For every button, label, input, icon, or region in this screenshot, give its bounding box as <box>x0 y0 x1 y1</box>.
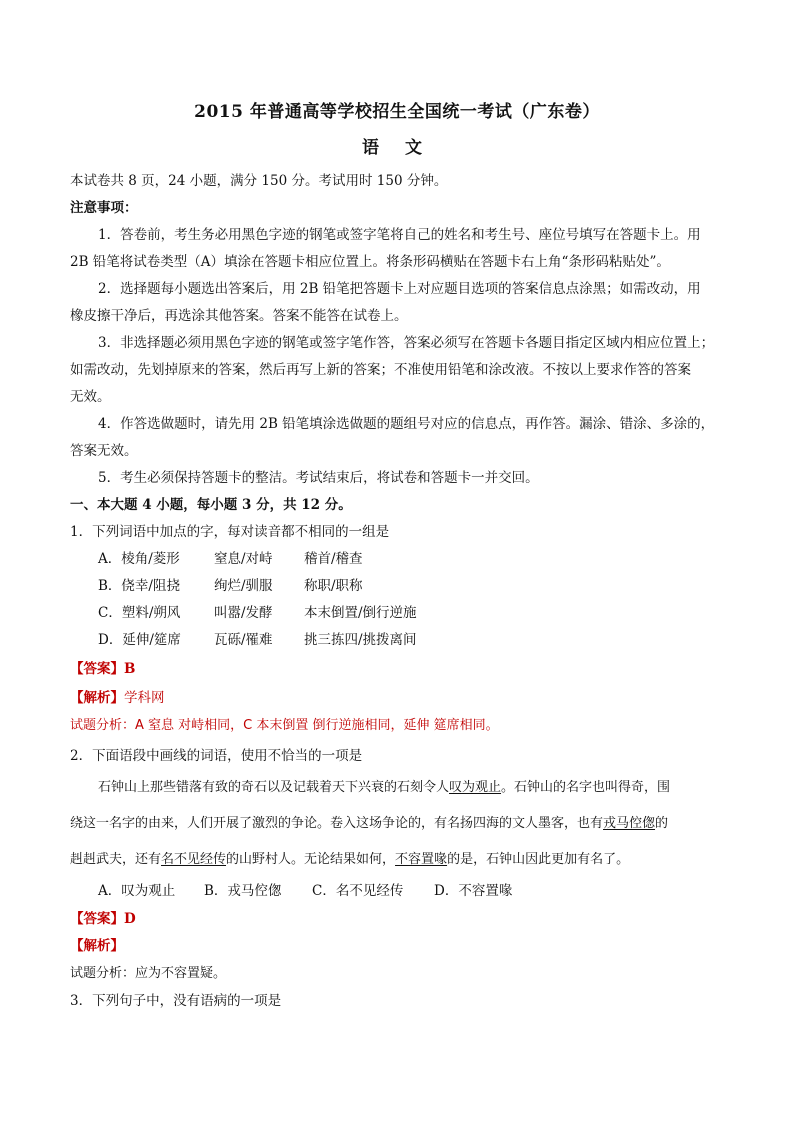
notice-line: 如需改动，先划掉原来的答案，然后再写上新的答案；不准使用铅笔和涂改液。不按以上要求作答的答案 <box>70 362 691 378</box>
underlined-term: 戎马倥偬 <box>603 816 656 831</box>
option-part: 窒息/对峙 <box>214 551 273 567</box>
question-2-analysis-label <box>70 937 124 955</box>
answer-label: 【答案】 <box>70 911 124 927</box>
notice-heading: 注意事项： <box>70 200 138 216</box>
question-1-option-b <box>98 577 363 595</box>
question-1-analysis: 试题分析：A 窒息 对峙相同，C 本末倒置 倒行逆施相同，延伸 筵席相同。 <box>70 718 499 733</box>
notice-line: 5．考生必须保持答题卡的整洁。考试结束后，将试卷和答题卡一并交回。 <box>98 470 539 486</box>
question-2-passage-line <box>70 851 629 869</box>
underlined-term: 不容置喙 <box>395 852 448 867</box>
option-part: 稽首/稽查 <box>304 551 363 567</box>
option-part: 本末倒置/倒行逆施 <box>304 605 417 621</box>
option-c: C．名不见经传 <box>312 883 404 899</box>
underlined-term: 名不见经传 <box>161 852 227 867</box>
question-2-analysis: 试题分析：应为不容置疑。 <box>70 966 227 981</box>
question-2-passage-line <box>70 815 668 833</box>
option-d: D．不容置喙 <box>434 883 513 899</box>
passage-text: 的是，石钟山因此更加有名了。 <box>447 852 630 867</box>
option-b: B．戎马倥偬 <box>204 883 282 899</box>
question-1-analysis-label <box>70 689 165 707</box>
notice-line: 2B 铅笔将试卷类型（A）填涂在答题卡相应位置上。将条形码横贴在答题卡右上角“条形码粘贴处”。 <box>70 254 670 270</box>
notice-line: 4．作答选做题时，请先用 2B 铅笔填涂选做题的题组号对应的信息点，再作答。漏涂、错涂、多涂的， <box>98 416 715 432</box>
question-2-passage-line <box>98 779 670 797</box>
passage-text: 的 <box>655 816 669 831</box>
analysis-label: 【解析】 <box>70 690 124 706</box>
question-1-option-a <box>98 550 363 568</box>
notice-line: 1．答卷前，考生务必用黑色字迹的钢笔或签字笔将自己的姓名和考生号、座位号填写在答题卡上。用 <box>98 227 701 243</box>
question-2-answer <box>70 910 136 928</box>
option-part: B．侥幸/阻挠 <box>98 578 180 594</box>
notice-line: 橡皮擦干净后，再选涂其他答案。答案不能答在试卷上。 <box>70 308 408 324</box>
question-2-stem: 2．下面语段中画线的词语，使用不恰当的一项是 <box>70 748 363 764</box>
option-part: 称职/职称 <box>304 578 363 594</box>
option-part: A．棱角/菱形 <box>98 551 180 567</box>
answer-label: 【答案】 <box>70 661 124 677</box>
option-part: C．塑料/朔风 <box>98 605 181 621</box>
passage-text: 的山野村人。无论结果如何， <box>226 852 396 867</box>
answer-value: D <box>124 911 136 927</box>
question-1-stem: 1．下列词语中加点的字，每对读音都不相同的一组是 <box>70 524 390 540</box>
option-part: 叫嚣/发酵 <box>214 605 273 621</box>
passage-text: 石钟山上那些错落有致的奇石以及记载着天下兴衰的石刻令人 <box>98 780 450 795</box>
option-part: 绚烂/驯服 <box>214 578 273 594</box>
option-part: 瓦砾/罹难 <box>214 632 273 648</box>
option-part: 挑三拣四/挑拨离间 <box>304 632 417 648</box>
question-1-option-c <box>98 604 417 622</box>
underlined-term: 叹为观止 <box>449 780 502 795</box>
subject-title: 语 文 <box>362 138 432 158</box>
passage-text: 。石钟山的名字也叫得奇，围 <box>501 780 671 795</box>
notice-line: 答案无效。 <box>70 443 138 459</box>
question-3-stem: 3．下列句子中，没有语病的一项是 <box>70 993 282 1009</box>
exam-title: 2015 年普通高等学校招生全国统一考试（广东卷） <box>194 102 600 122</box>
passage-text: 赳赳武夫，还有 <box>70 852 162 867</box>
question-1-option-d <box>98 631 417 649</box>
question-1-answer <box>70 660 135 678</box>
notice-line: 2．选择题每小题选出答案后，用 2B 铅笔把答题卡上对应题目选项的答案信息点涂黑；如需改动，用 <box>98 281 701 297</box>
notice-line: 3．非选择题必须用黑色字迹的钢笔或签字笔作答，答案必须写在答题卡各题目指定区域内相应位置上； <box>98 335 715 351</box>
question-2-options <box>98 882 512 900</box>
intro-text: 本试卷共 8 页，24 小题，满分 150 分。考试用时 150 分钟。 <box>70 173 448 189</box>
passage-text: 绕这一名字的由来，人们开展了激烈的争论。卷入这场争论的，有名扬四海的文人墨客，也有 <box>70 816 604 831</box>
analysis-label: 【解析】 <box>70 938 124 954</box>
option-part: D．延伸/筵席 <box>98 632 181 648</box>
option-a: A．叹为观止 <box>98 883 176 899</box>
answer-value: B <box>124 661 136 677</box>
analysis-tag: 学科网 <box>124 690 165 706</box>
section-heading: 一、本大题 4 小题，每小题 3 分，共 12 分。 <box>70 497 352 513</box>
notice-line: 无效。 <box>70 389 111 405</box>
